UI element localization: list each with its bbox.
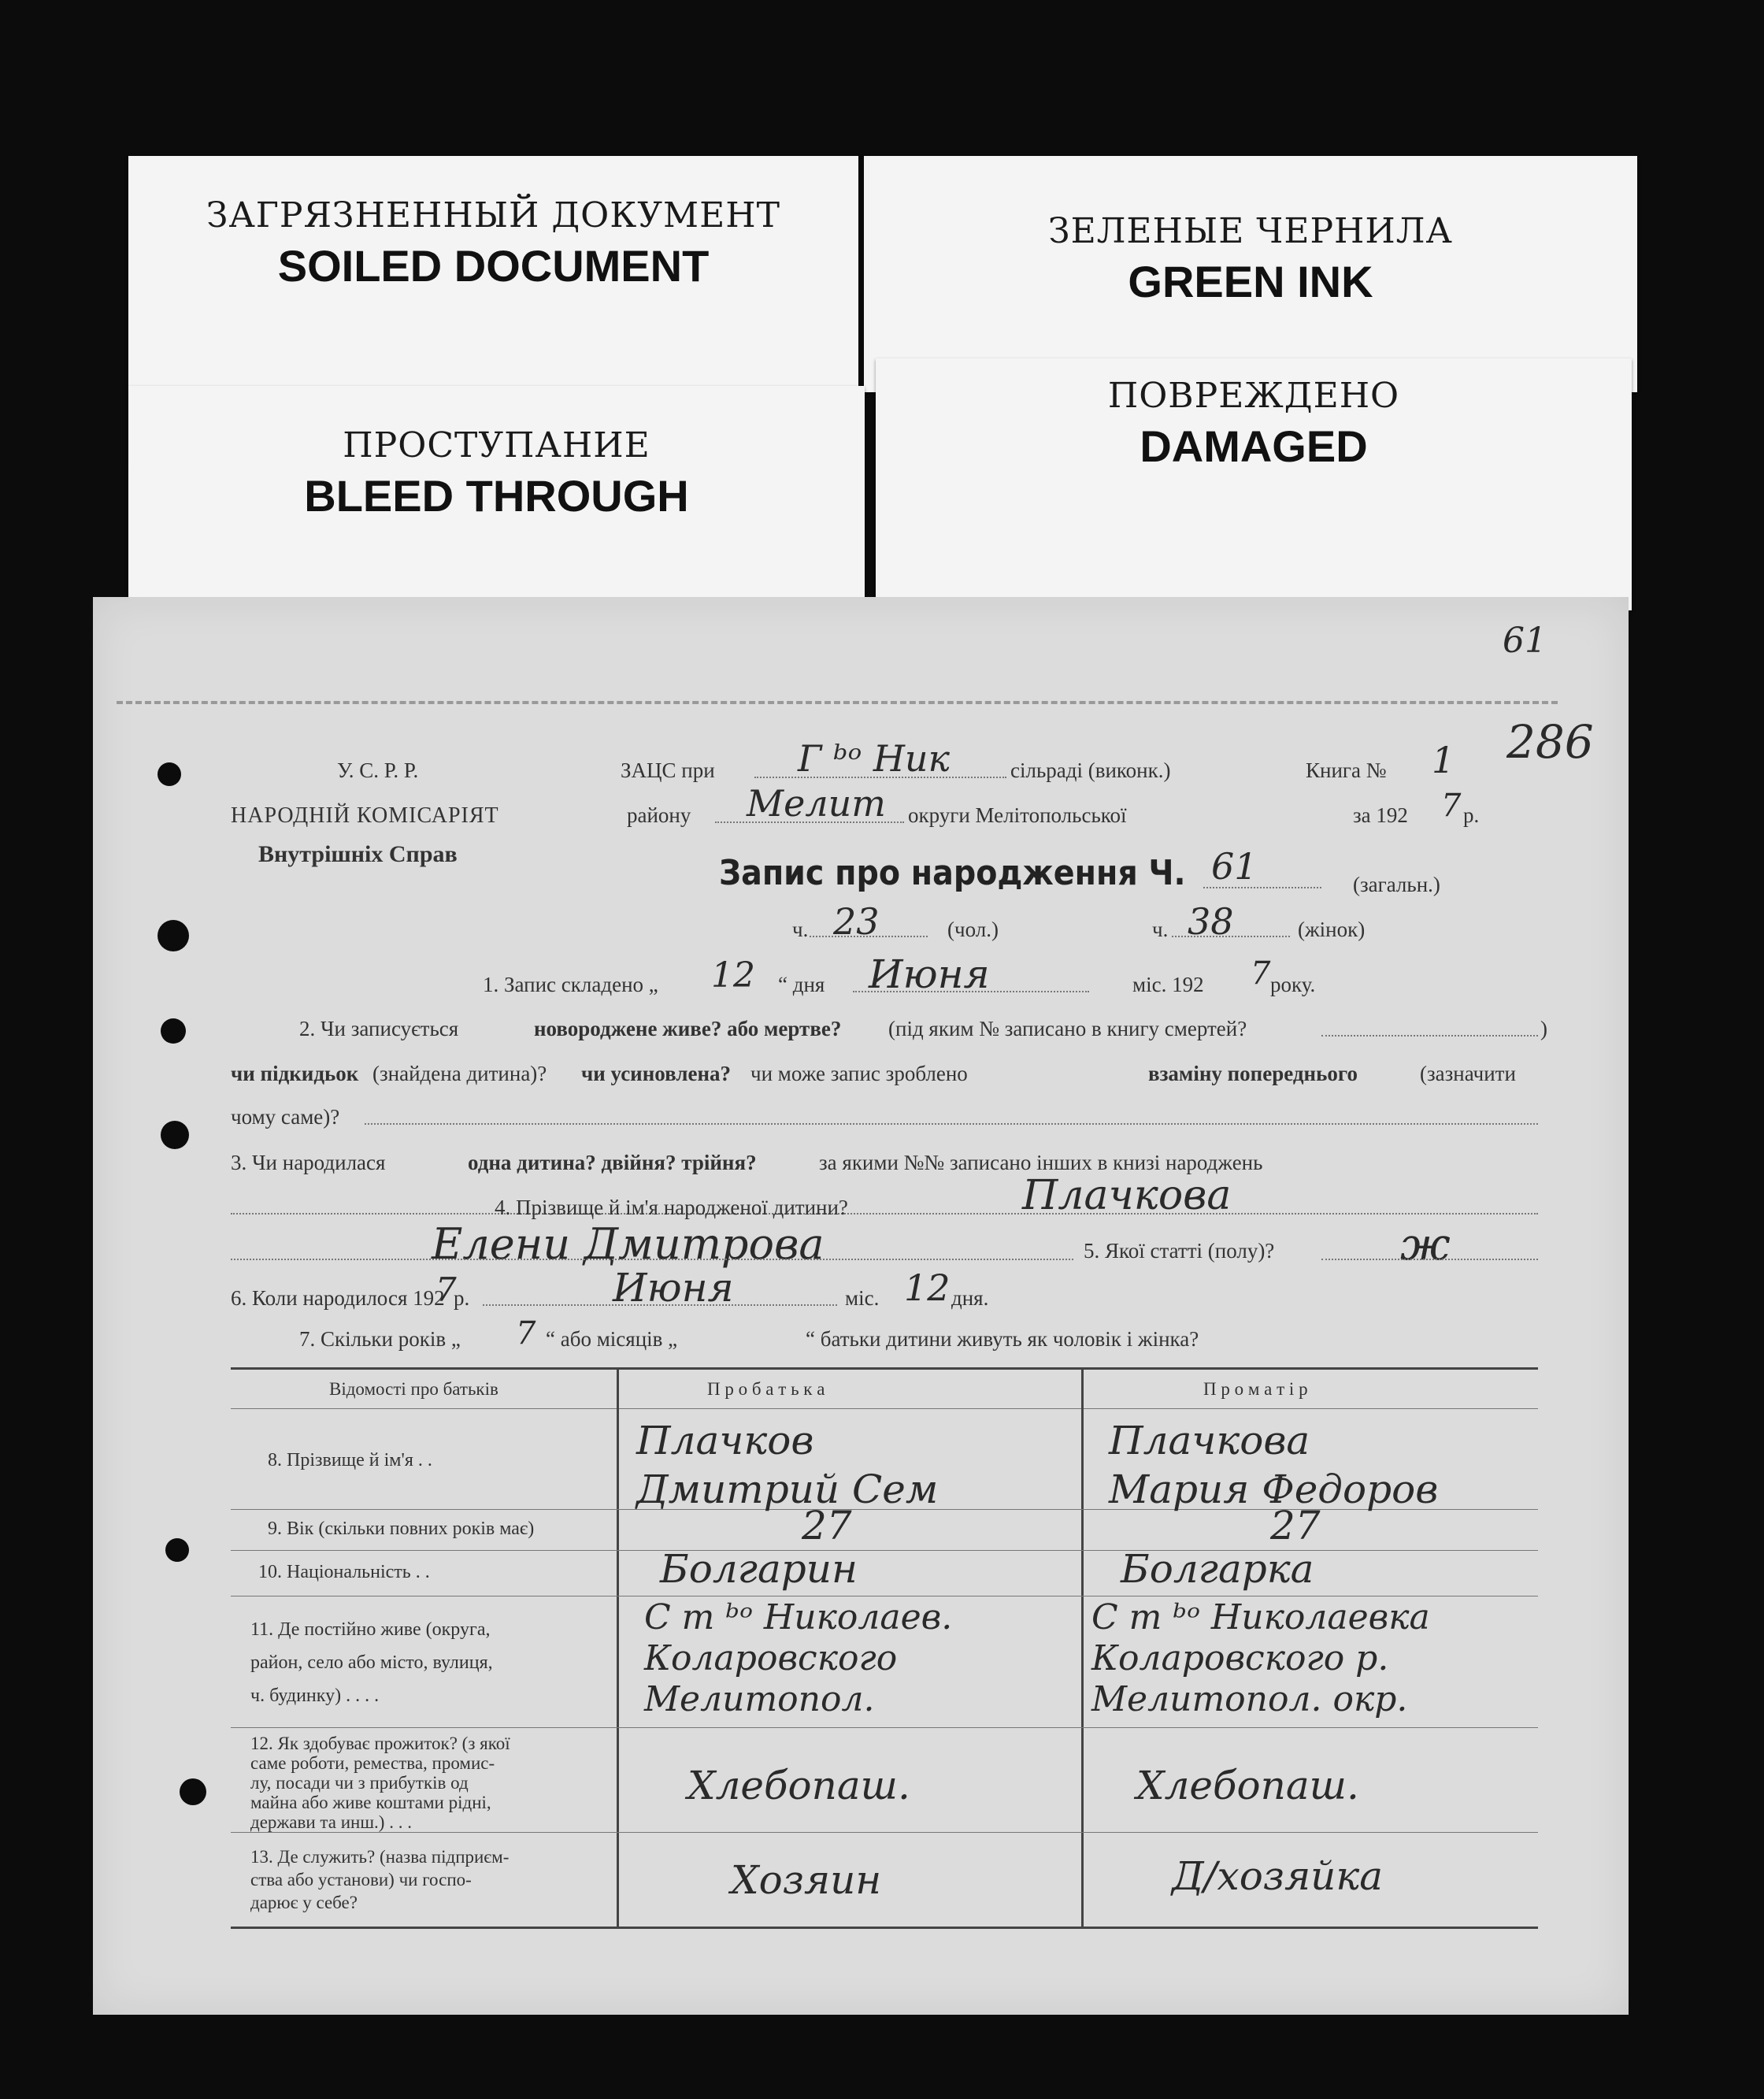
row9-father: 27 — [802, 1503, 852, 1548]
q6-month: Июня — [613, 1265, 734, 1311]
q3-text-c: за якими №№ записано інших в книзі народжень — [819, 1151, 1263, 1174]
female-count: 38 — [1188, 900, 1234, 943]
q3-text-a: 3. Чи народилася — [231, 1151, 386, 1174]
table-row-divider — [231, 1832, 1538, 1833]
row12-label: 12. Як здобуває прожиток? (з якої саме роботи, ремества, промис- лу, посади чи з прибутків од майна або живе коштами рідні, держави та инш.) . . . — [250, 1734, 510, 1832]
q2-line2-c: чи усиновлена? — [581, 1062, 732, 1085]
female-line — [1172, 936, 1290, 937]
usrr-label: У. С. Р. Р. — [337, 758, 419, 782]
label-bleed-en: BLEED THROUGH — [304, 471, 689, 521]
q5-text: 5. Якої статті (полу)? — [1084, 1239, 1275, 1263]
row8-mother: Плачкова Мария Федоров — [1109, 1418, 1439, 1512]
female-prefix: ч. — [1152, 918, 1169, 941]
label-damaged-ru: ПОВРЕЖДЕНО — [1107, 376, 1400, 416]
year-handwritten: 7 — [1441, 788, 1462, 824]
q2-text-c: (під яким № записано в книгу смертей? — [888, 1017, 1247, 1040]
q3-text-b: одна дитина? двійня? трійня? — [468, 1151, 757, 1174]
q6-month-line — [483, 1304, 837, 1306]
q1-day: 12 — [711, 955, 755, 996]
q2-line2-b: (знайдена дитина)? — [372, 1062, 547, 1085]
table-col-divider-2 — [1081, 1367, 1084, 1928]
record-number: 61 — [1211, 845, 1258, 888]
label-damaged-en: DAMAGED — [1140, 421, 1368, 471]
q1-text-c: міс. 192 — [1132, 973, 1204, 996]
q5-sex: ж — [1400, 1219, 1451, 1270]
q1-text-d: року. — [1270, 973, 1316, 996]
row10-father: Болгарин — [660, 1546, 858, 1592]
punch-hole — [158, 762, 181, 786]
row9-mother: 27 — [1270, 1503, 1321, 1548]
table-head-info: Відомості про батьків — [329, 1379, 498, 1399]
table-head-father: П р о б а т ь к а — [707, 1379, 825, 1399]
q6-year: 7 — [435, 1270, 457, 1309]
q2-line3-line — [365, 1123, 1538, 1125]
q1-month-line — [853, 991, 1089, 992]
ministry-label: НАРОДНІЙ КОМІСАРІЯТ — [231, 803, 499, 828]
label-damaged — [876, 358, 1632, 610]
q2-line2-f: (зазначити — [1420, 1062, 1516, 1085]
record-number-line — [1203, 887, 1321, 888]
q2-text-a: 2. Чи записується — [299, 1017, 459, 1040]
book-number: 1 — [1432, 739, 1455, 781]
punch-hole — [161, 1121, 189, 1149]
q4-surname: Плачкова — [1022, 1172, 1232, 1219]
department-label: Внутрішніх Справ — [258, 841, 458, 867]
row12-mother: Хлебопаш. — [1136, 1763, 1359, 1808]
q4-name: Елени Дмитрова — [432, 1219, 825, 1269]
q1-month: Июня — [869, 951, 990, 997]
female-label: (жінок) — [1298, 918, 1366, 941]
q6-text-c: міс. — [845, 1286, 880, 1310]
q7-years: 7 — [516, 1315, 536, 1352]
label-soiled-ru: ЗАГРЯЗНЕННЫЙ ДОКУМЕНТ — [206, 195, 780, 235]
q2-line2-d: чи може запис зроблено — [750, 1062, 968, 1085]
zags-prefix: ЗАЦС при — [621, 758, 715, 782]
row13-father: Хозяин — [731, 1857, 882, 1903]
q4-text: 4. Прізвище й ім'я народженої дитини? — [495, 1196, 848, 1219]
table-head-mother: П р о м а т і р — [1203, 1379, 1308, 1399]
male-label: (чол.) — [947, 918, 999, 941]
total-label: (загальн.) — [1353, 873, 1440, 896]
male-count: 23 — [833, 900, 880, 943]
label-green-ink — [864, 156, 1637, 392]
q6-day: 12 — [904, 1266, 951, 1309]
table-col-divider-1 — [617, 1367, 619, 1928]
q1-year: 7 — [1251, 955, 1271, 992]
q4-name-line — [231, 1259, 1073, 1260]
male-prefix: ч. — [792, 918, 809, 941]
q2-line2-e: взаміну попереднього — [1148, 1062, 1358, 1085]
row8-label: 8. Прізвище й ім'я . . — [268, 1450, 432, 1470]
year-suffix: р. — [1463, 803, 1480, 827]
okrug-label: округи Мелітопольської — [908, 803, 1127, 827]
label-bleed-through — [128, 386, 865, 622]
male-line — [810, 936, 928, 937]
q2-text-d: ) — [1540, 1017, 1547, 1040]
table-row-divider — [231, 1727, 1538, 1728]
label-green-ink-ru: ЗЕЛЕНЫЕ ЧЕРНИЛА — [1048, 211, 1453, 251]
book-label: Книга № — [1306, 758, 1387, 782]
q6-text-d: дня. — [951, 1286, 989, 1310]
row11-father: С т ᵇᵒ Николаев. Коларовского Мелитопол. — [644, 1597, 953, 1719]
q7-text-c: “ батьки дитини живуть як чоловік і жінка? — [806, 1327, 1199, 1351]
year-label: за 192 — [1353, 803, 1408, 827]
q6-text-b: р. — [454, 1286, 470, 1310]
label-soiled-en: SOILED DOCUMENT — [277, 241, 710, 291]
row10-label: 10. Національність . . — [258, 1562, 430, 1582]
table-top-border — [231, 1367, 1538, 1370]
table-head-divider — [231, 1408, 1538, 1409]
q1-text: 1. Запис складено „ — [483, 973, 658, 996]
table-bottom-border — [231, 1927, 1538, 1929]
row11-mother: С т ᵇᵒ Николаевка Коларовского р. Мелитопол. окр. — [1091, 1597, 1430, 1719]
q2-line3: чому саме)? — [231, 1105, 340, 1129]
q2-text-b: новороджене живе? або мертве? — [534, 1017, 842, 1040]
table-row-divider — [231, 1550, 1538, 1551]
punch-hole — [161, 1018, 186, 1044]
perforation-line — [117, 701, 1558, 704]
q1-text-b: “ дня — [778, 973, 825, 996]
row13-label: 13. Де служить? (назва підприєм- ства або установи) чи госпо- дарює у себе? — [250, 1847, 510, 1912]
punch-hole — [158, 920, 189, 951]
row9-label: 9. Вік (скільки повних років має) — [268, 1519, 535, 1539]
birth-record-sheet — [93, 597, 1629, 2015]
zags-suffix: сільраді (виконк.) — [1010, 758, 1171, 782]
row10-mother: Болгарка — [1121, 1546, 1314, 1592]
row8-father: Плачков Дмитрий Сем — [636, 1418, 939, 1512]
raion-handwritten: Мелит — [747, 782, 886, 825]
row11-label: 11. Де постійно живе (округа, район, село або місто, вулиця, ч. будинку) . . . . — [250, 1619, 493, 1706]
q7-text-a: 7. Скільки років „ — [299, 1327, 461, 1351]
row13-mother: Д/хозяйка — [1172, 1853, 1384, 1899]
zags-handwritten: Г ᵇᵒ Ник — [798, 737, 951, 780]
q2-line — [1321, 1035, 1538, 1037]
label-green-ink-en: GREEN INK — [1128, 257, 1373, 306]
record-title: Запис про народження Ч. — [719, 853, 1186, 893]
label-bleed-ru: ПРОСТУПАНИЕ — [343, 425, 650, 465]
q6-text-a: 6. Коли народилося 192 — [231, 1286, 445, 1310]
punch-hole — [165, 1538, 189, 1562]
q5-line — [1321, 1259, 1538, 1260]
table-row-divider — [231, 1596, 1538, 1597]
q7-text-b: “ або місяців „ — [546, 1327, 678, 1351]
q2-line2-a: чи підкидьок — [231, 1062, 359, 1085]
punch-hole — [180, 1778, 206, 1805]
q3-line — [231, 1213, 1538, 1215]
corner-mark-2: 286 — [1506, 715, 1594, 769]
raion-label: району — [627, 803, 691, 827]
corner-mark-1: 61 — [1503, 621, 1547, 661]
row12-father: Хлебопаш. — [687, 1763, 910, 1808]
